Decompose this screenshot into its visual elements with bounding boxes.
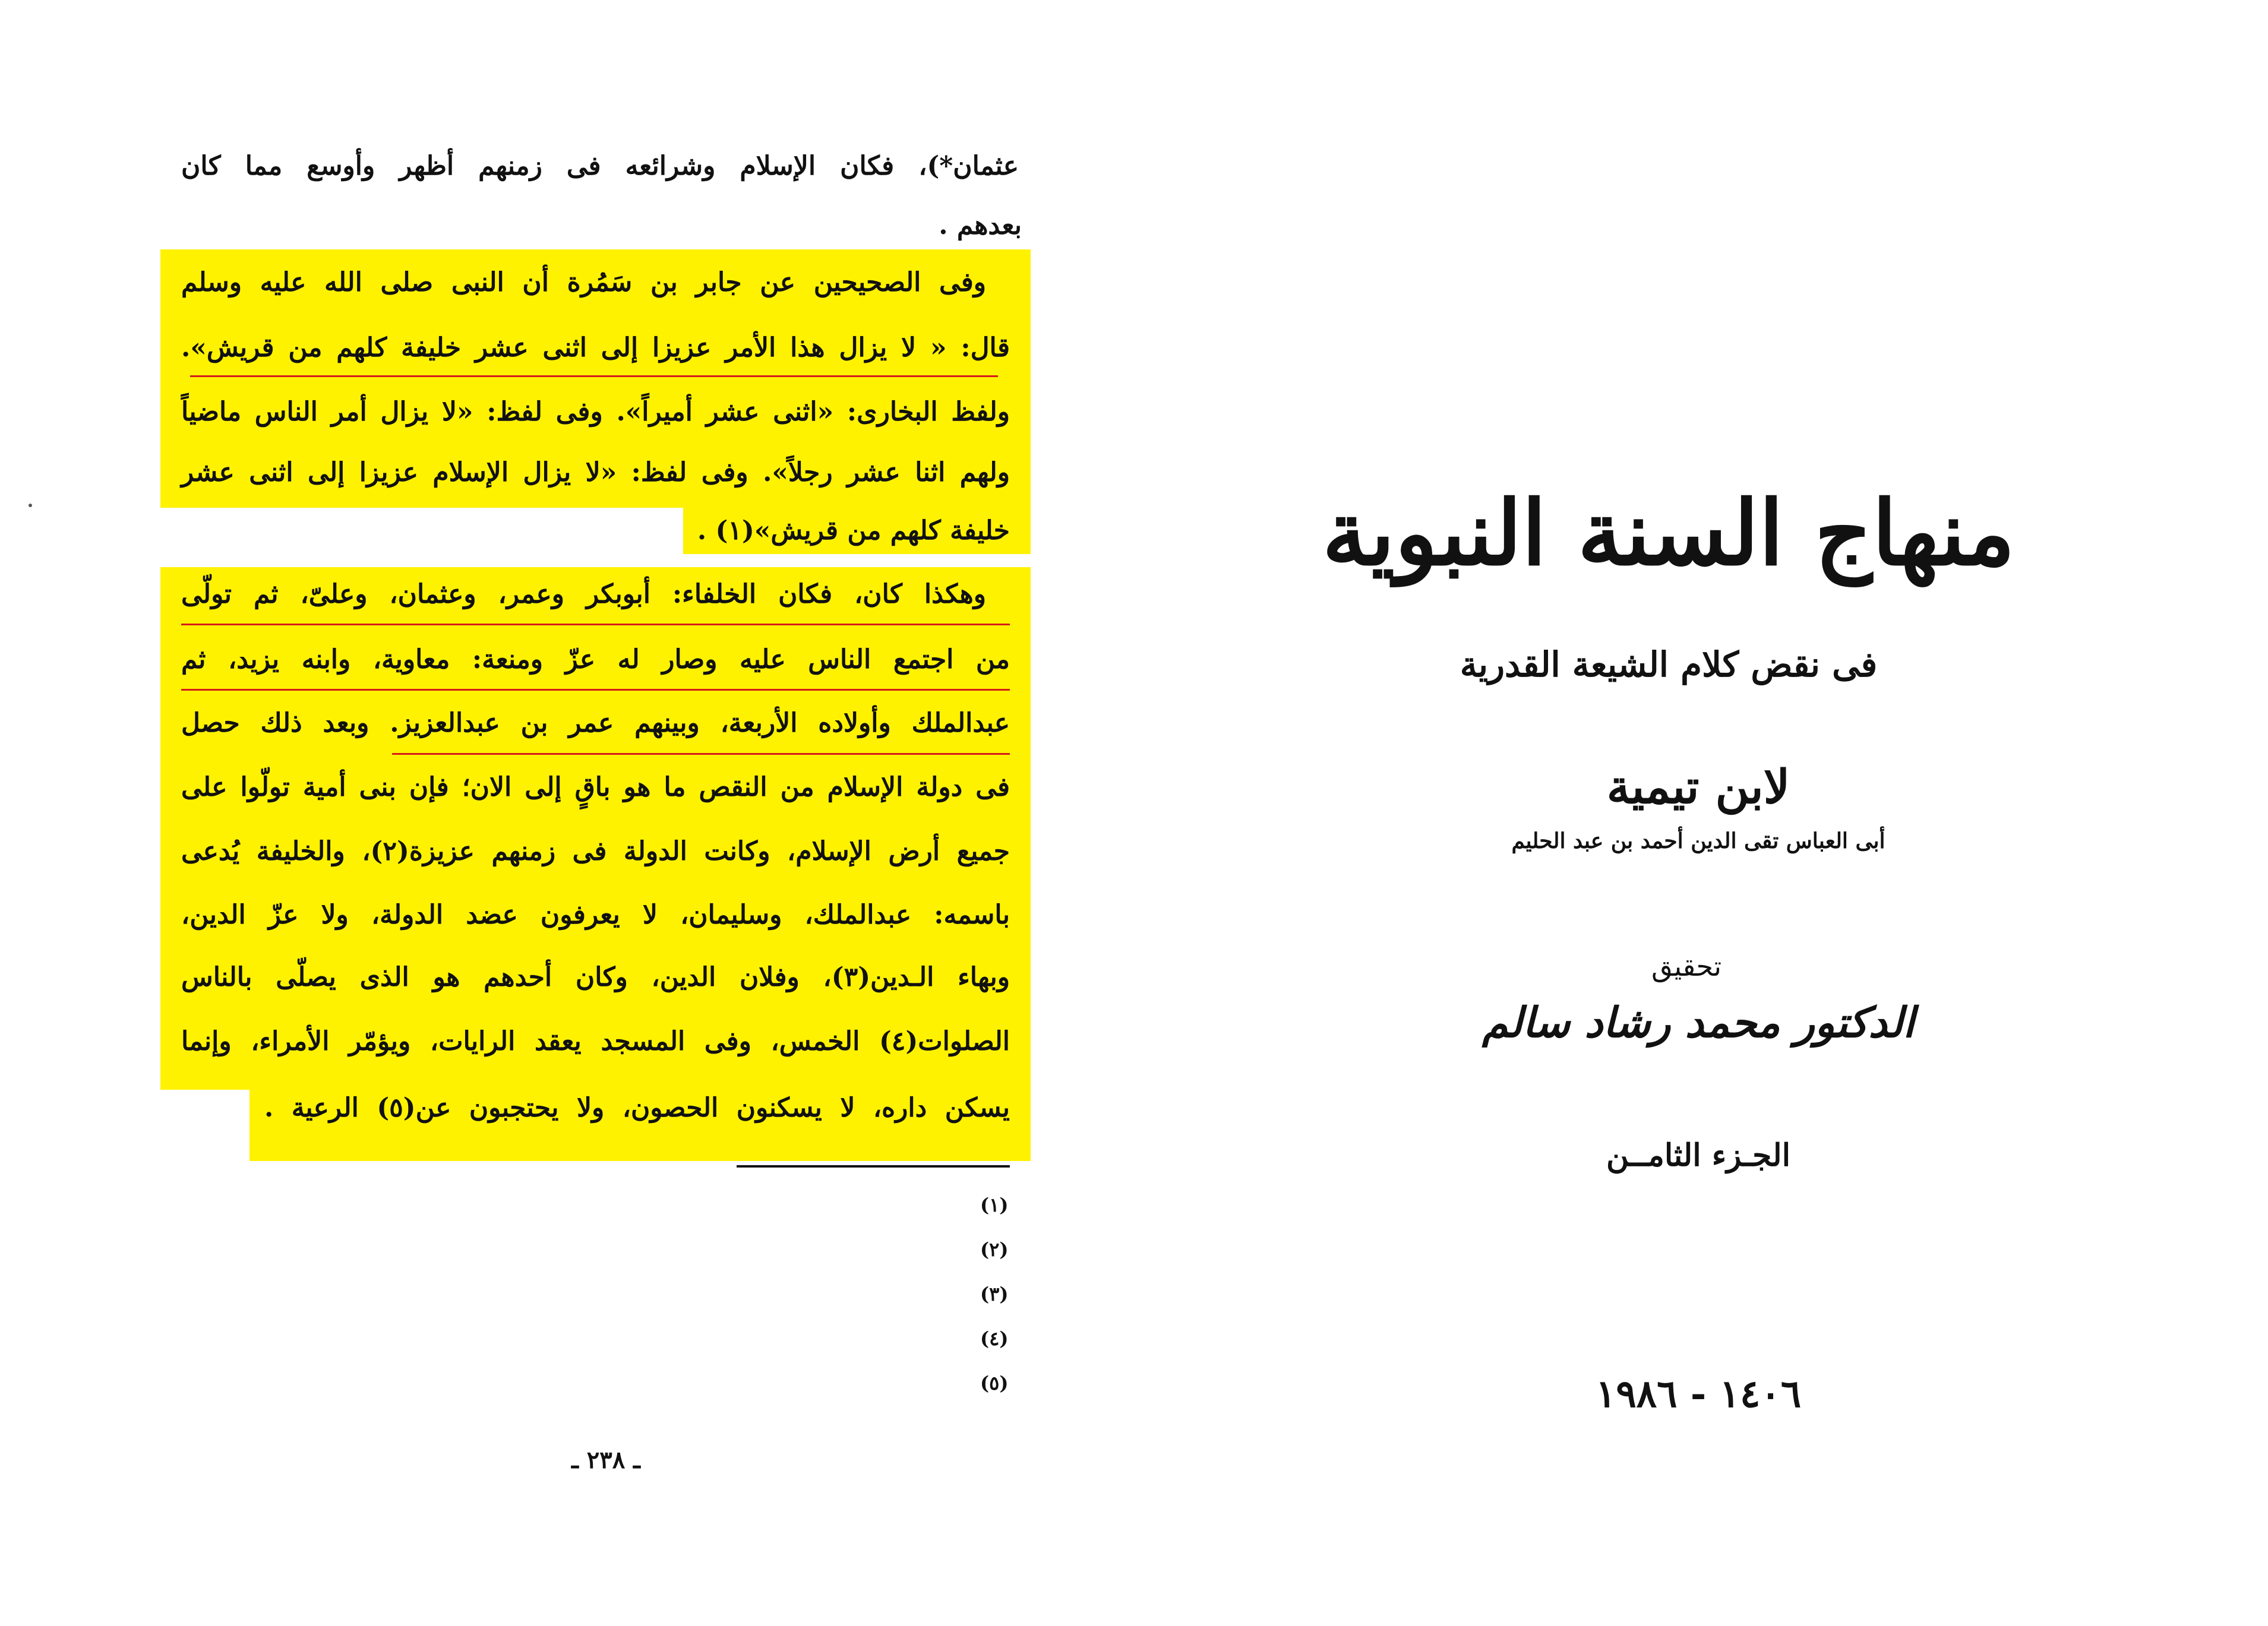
hl2-line-6: باسمه: عبدالملك، وسليمان، لا يعرفون عضد الدولة، ولا عزّ الدين، — [181, 900, 1010, 930]
author-name: لابن تيمية — [1606, 760, 1790, 814]
footnote-num-3: (٣) — [980, 1283, 1009, 1305]
hl1-line-2: قال: « لا يزال هذا الأمر عزيزا إلى اثنى عشر خليفة كلهم من قريش». — [181, 333, 1010, 363]
hl2-line-3: عبدالملك وأولاده الأربعة، وبينهم عمر بن عبدالعزيز. وبعد ذلك حصل — [181, 708, 1010, 738]
book-title: منهاج السنة النبوية — [1322, 481, 2016, 586]
hl2-line-2: من اجتمع الناس عليه وصار له عزّ ومنعة: معاوية، وابنه يزيد، ثم — [181, 644, 1010, 675]
part-label: الجـزء الثامــن — [1606, 1137, 1791, 1173]
intro-line-2: بعدهم . — [939, 210, 1022, 241]
footnote-num-1: (١) — [980, 1194, 1009, 1216]
right-page — [1134, 0, 2268, 1626]
editor-name: الدكتور محمد رشاد سالم — [1482, 998, 1915, 1047]
footnote-num-5: (٥) — [980, 1372, 1009, 1394]
author-full-name: أبى العباس تقى الدين أحمد بن عبد الحليم — [1511, 828, 1885, 853]
hl1-line-1: وفى الصحيحين عن جابر بن سَمُرة أن النبى صلى الله عليه وسلم — [181, 267, 986, 298]
hl2-line-7: وبهاء الـدين(٣)، وفلان الدين، وكان أحدهم هو الذى يصلّى بالناس — [181, 962, 1010, 992]
page-number: ـ ٢٣٨ ـ — [571, 1446, 640, 1474]
intro-line-1: عثمان*)، فكان الإسلام وشرائعه فى زمنهم أظهر وأوسع مما كان — [181, 151, 1019, 181]
footnote-separator — [737, 1165, 1010, 1168]
underline-4 — [392, 753, 1010, 755]
book-subtitle: فى نقض كلام الشيعة القدرية — [1460, 644, 1878, 685]
footnote-num-2: (٢) — [980, 1238, 1009, 1261]
margin-mark — [29, 504, 32, 507]
hl2-line-1: وهكذا كان، فكان الخلفاء: أبوبكر وعمر، وعثمان، وعلىّ، ثم تولّى — [181, 579, 986, 609]
underline-2 — [181, 624, 1010, 625]
hl1-line-4: ولهم اثنا عشر رجلاً». وفى لفظ: «لا يزال الإسلام عزيزا إلى اثنى عشر — [181, 457, 1010, 488]
hl2-line-9: يسكن داره، لا يسكنون الحصون، ولا يحتجبون عن(٥) الرعية . — [264, 1093, 1010, 1123]
underline-3 — [181, 689, 1010, 691]
hl2-line-5: جميع أرض الإسلام، وكانت الدولة فى زمنهم عزيزة(٢)، والخليفة يُدعى — [181, 836, 1010, 866]
hl2-line-8: الصلوات(٤) الخمس، وفى المسجد يعقد الرايات، ويؤمّر الأمراء، وإنما — [181, 1026, 1010, 1056]
hl2-line-4: فى دولة الإسلام من النقص ما هو باقٍ إلى الان؛ فإن بنى أمية تولّوا على — [181, 772, 1010, 802]
hl1-line-3: ولفظ البخارى: «اثنى عشر أميراً». وفى لفظ: «لا يزال أمر الناس ماضياً — [181, 397, 1010, 427]
hl1-line-5: خليفة كلهم من قريش»(١) . — [697, 515, 1010, 546]
footnote-num-4: (٤) — [980, 1327, 1009, 1350]
publication-years: ١٤٠٦ - ١٩٨٦ — [1595, 1372, 1802, 1416]
underline-1 — [190, 375, 998, 377]
tahqiq-label: تحقيق — [1651, 950, 1721, 982]
